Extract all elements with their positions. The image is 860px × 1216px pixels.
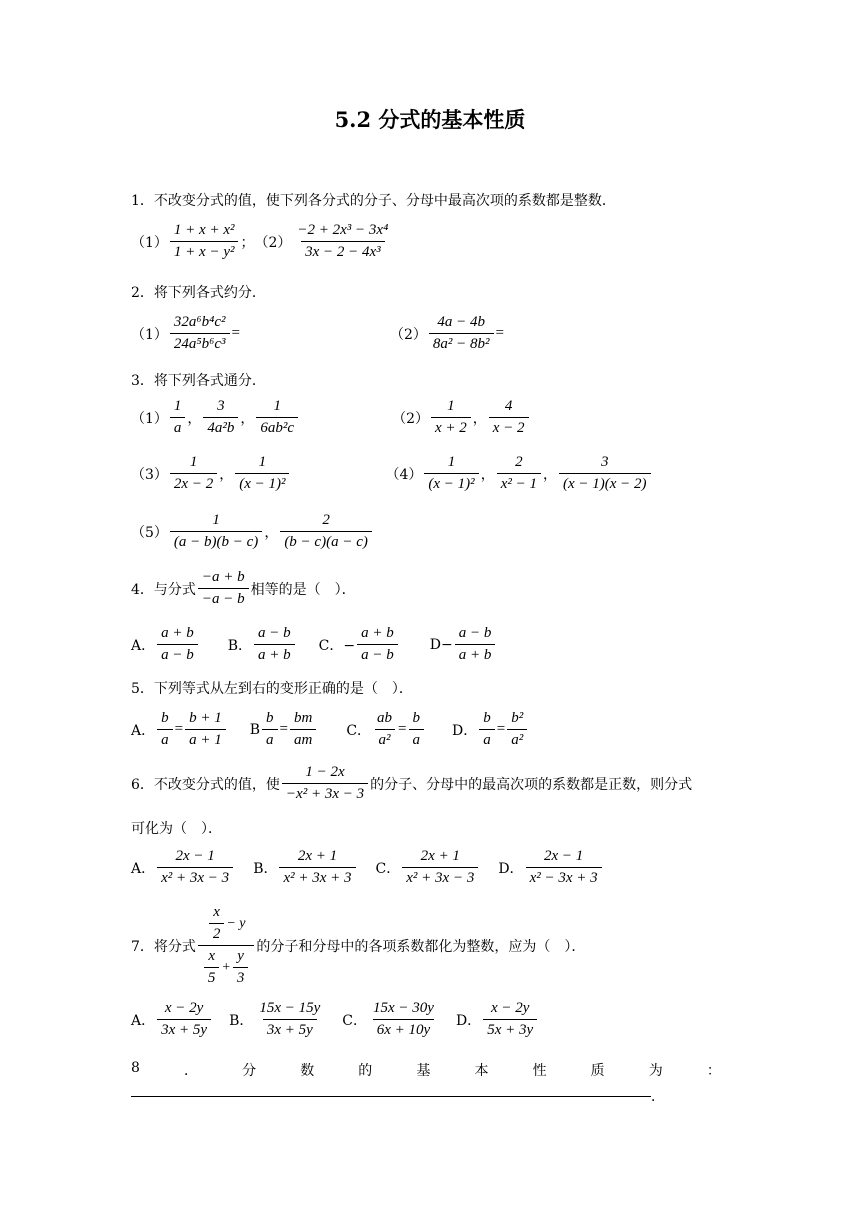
answer-blank-line xyxy=(131,1096,651,1097)
fraction: $\frac{b}{a}$ xyxy=(479,710,495,749)
fraction: $\frac{a - b}{a + b}$ xyxy=(254,625,295,664)
q6-text-line2: 可化为（ ）． xyxy=(131,821,222,837)
fraction: $\frac{1}{x + 2}$ xyxy=(431,398,471,437)
fraction: $\frac{2x + 1}{\text{x² + 3x − 3}}$ xyxy=(402,848,478,887)
q3-part5: （5） $\frac{1}{(a - b)(b - c)}$ ， $\frac{2}{(b - c)(a - c)}$ xyxy=(131,512,374,551)
q2-text: 2．将下列各式约分． xyxy=(131,285,266,301)
option-a: A． xyxy=(131,1012,156,1029)
option-c: C．− xyxy=(318,637,356,654)
fraction: $\frac{1}{\text{6ab²c}}$ xyxy=(256,398,298,437)
option-b: B xyxy=(249,721,261,738)
fraction: $\frac{1}{\text{(x − 1)²}}$ xyxy=(424,454,478,493)
fraction: $\frac{bm}{am}$ xyxy=(290,710,316,749)
q5-options: A． $\frac{b}{a}$ = $\frac{b + 1}{a + 1}$ B $\frac{b}{a}$ = $\frac{bm}{am}$ C． $\frac{ab}{\text{a²}}$ = $\frac{b}{a}$ D． $\frac{b}{a}$ = $\frac{\text{b²}}{\text{a²}}$ xyxy=(131,710,529,749)
option-c: C． xyxy=(342,1012,368,1029)
q3-text: 3．将下列各式通分． xyxy=(131,373,266,389)
fraction: $\frac{x - 2y}{3x + 5y}$ xyxy=(157,1000,211,1039)
option-b: B． xyxy=(253,860,278,877)
option-d: D． xyxy=(455,1012,482,1029)
fraction: $\frac{15x - 30y}{6x + 10y}$ xyxy=(373,1000,434,1038)
fraction: $\frac{b}{a}$ xyxy=(409,710,425,749)
fraction: $\frac{\text{32a⁶b⁴c²}}{\text{24a⁵b⁶c³}}$ xyxy=(170,314,230,353)
fraction: $\frac{x}{2}$ xyxy=(209,904,225,943)
page-title: 5.2 分式的基本性质 xyxy=(334,107,526,132)
fraction: $\frac{2x - 1}{\text{x² − 3x + 3}}$ xyxy=(526,848,602,887)
option-d: D− xyxy=(429,636,453,653)
q4-text: 4．与分式 $\frac{-a + b}{-a - b}$ 相等的是（ ）． xyxy=(131,569,356,607)
fraction: $\frac{1 - 2x}{\text{−x² + 3x − 3}}$ xyxy=(282,764,368,803)
q5-text: 5．下列等式从左到右的变形正确的是（ ）． xyxy=(131,681,413,697)
fraction: $\frac{a - b}{a + b}$ xyxy=(455,625,496,664)
fraction: $\frac{b}{a}$ xyxy=(157,710,173,749)
q8-end-period: ． xyxy=(651,1089,665,1105)
fraction: $\frac{x - 2y}{5x + 3y}$ xyxy=(483,1000,537,1039)
q8-text: 8 ． 分 数 的 基 本 性 质 为 ： xyxy=(131,1060,721,1079)
option-b: B． xyxy=(227,637,253,654)
q7-text: 7．将分式 $\frac{x}{2}$ − y $\frac{x}{5}$ + $\frac{y}{3}$ 的分子和分母中的各项系数都化为整数，应为（ ）． xyxy=(131,904,586,986)
fraction: $\frac{a + b}{a - b}$ xyxy=(357,625,398,664)
fraction: $\frac{x}{5}$ xyxy=(204,948,220,987)
fraction: $\frac{1}{\text{(x − 1)²}}$ xyxy=(235,454,289,493)
q1-text: 1．不改变分式的值，使下列各分式的分子、分母中最高次项的系数都是整数． xyxy=(131,193,616,209)
q6-text: 6．不改变分式的值，使 $\frac{1 - 2x}{\text{−x² + 3x − 3}}$ 的分子、分母中的最高次项的系数都是正数，则分式 xyxy=(131,764,693,802)
fraction: $\frac{2}{(b - c)(a - c)}$ xyxy=(280,512,372,551)
q4-options xyxy=(131,625,497,664)
fraction: $\frac{1}{2x - 2}$ xyxy=(170,454,217,493)
fraction: $\frac{3}{(x - 1)(x - 2)}$ xyxy=(559,454,651,493)
option-a: A． xyxy=(131,722,156,739)
fraction: $\frac{1}{a}$ xyxy=(170,398,186,437)
q1-expressions: （1） $\frac{\text{1 + x + x²}}{\text{1 + x − y²}}$ ； （2） $\frac{\text{−2 + 2x³ − 3x⁴}}{\text{3x − 2 − 4x³}}$ xyxy=(131,222,394,261)
fraction: $\frac{4a - 4b}{\text{8a² − 8b²}}$ xyxy=(429,314,494,353)
fraction: $\frac{1}{(a - b)(b - c)}$ xyxy=(170,512,262,551)
q7-options xyxy=(131,1000,539,1039)
fraction: $\frac{a + b}{a - b}$ xyxy=(157,625,198,664)
q3-part3-4: （3） $\frac{1}{2x - 2}$ ， $\frac{1}{\text{(x − 1)²}}$ （4） $\frac{1}{\text{(x − 1)²}}$ ， $\frac{2}{\text{x² − 1}}$ ， $\frac{3}{(x - 1)(x - 2)}$ xyxy=(131,454,653,493)
fraction: $\frac{y}{3}$ xyxy=(233,948,249,987)
option-c: C． xyxy=(346,722,372,739)
fraction: $\frac{2}{\text{x² − 1}}$ xyxy=(497,454,541,493)
fraction: $\frac{15x - 15y}{3x + 5y}$ xyxy=(259,1000,321,1038)
option-b: B． xyxy=(229,1012,254,1029)
option-a: A． xyxy=(131,860,156,877)
fraction: $\frac{b + 1}{a + 1}$ xyxy=(185,710,226,749)
option-d: D． xyxy=(498,860,524,877)
option-c: C． xyxy=(375,860,401,877)
fraction: $\frac{b}{a}$ xyxy=(262,710,278,749)
complex-fraction: $\frac{x}{2}$ − y $\frac{x}{5}$ + $\frac{y}{3}$ xyxy=(198,904,254,987)
fraction: $\frac{-a + b}{-a - b}$ xyxy=(198,569,249,608)
fraction: $\frac{\text{b²}}{\text{a²}}$ xyxy=(507,710,527,749)
fraction: $\frac{ab}{\text{a²}}$ xyxy=(373,710,396,749)
option-d: D． xyxy=(452,722,478,739)
fraction: $\frac{2x + 1}{\text{x² + 3x + 3}}$ xyxy=(279,848,355,887)
fraction: $\frac{\text{1 + x + x²}}{\text{1 + x − y²}}$ xyxy=(170,222,239,261)
fraction: $\frac{\text{−2 + 2x³ − 3x⁴}}{\text{3x − 2 − 4x³}}$ xyxy=(297,222,389,260)
fraction: $\frac{2x - 1}{\text{x² + 3x − 3}}$ xyxy=(157,848,233,887)
fraction: $\frac{4}{x - 2}$ xyxy=(489,398,529,437)
option-a: A． xyxy=(131,637,156,654)
fraction: $\frac{3}{\text{4a²b}}$ xyxy=(203,398,238,437)
q2-expressions: （1） $\frac{\text{32a⁶b⁴c²}}{\text{24a⁵b⁶c³}}$ = （2） $\frac{4a - 4b}{\text{8a² − 8b²}}$ = xyxy=(131,314,504,352)
q6-options xyxy=(131,848,604,887)
q3-part1-2: （1） $\frac{1}{a}$ ， $\frac{3}{\text{4a²b}}$ ， $\frac{1}{\text{6ab²c}}$ （2） $\frac{1}{x + 2}$ ， $\frac{4}{x - 2}$ xyxy=(131,398,531,437)
